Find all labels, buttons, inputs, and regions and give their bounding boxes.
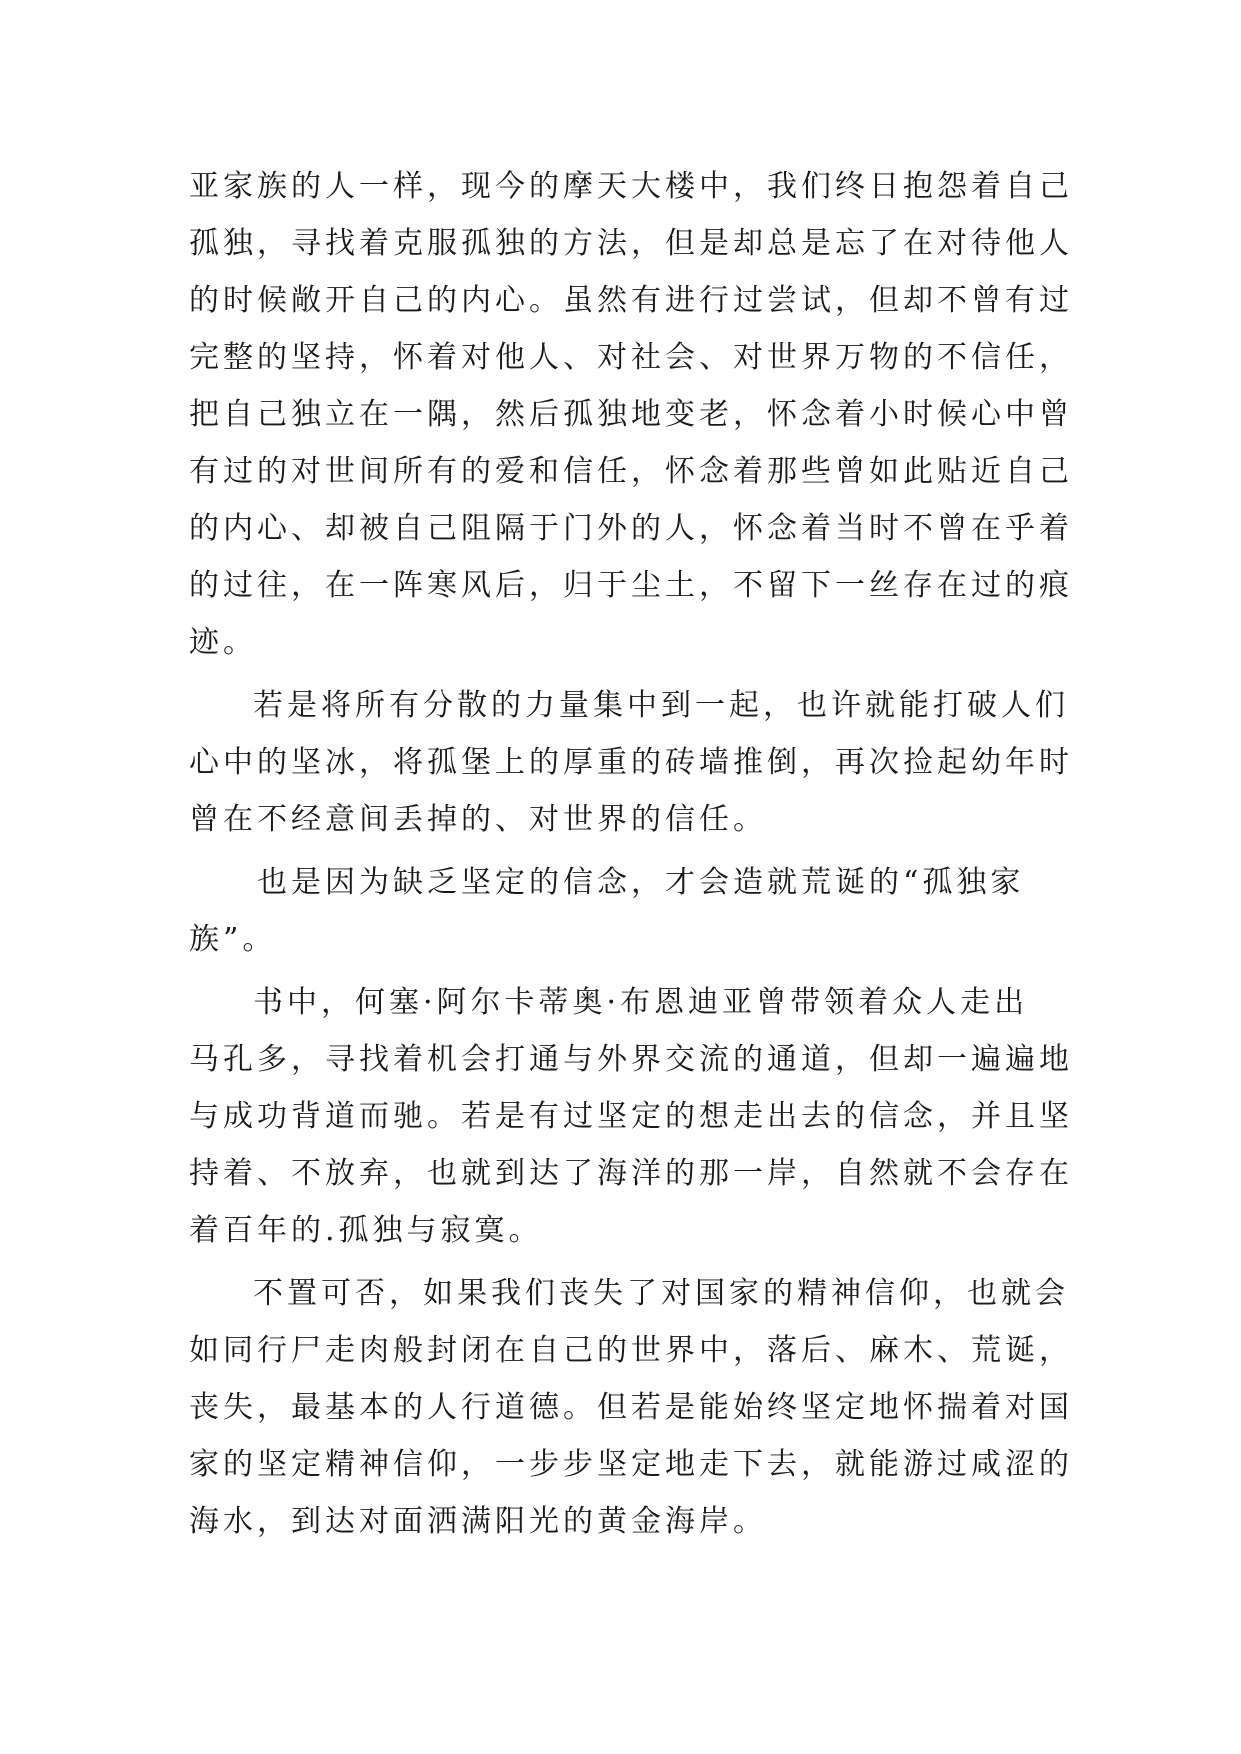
text-line: 孤独，寻找着克服孤独的方法，但是却总是忘了在对待他人 xyxy=(189,226,1073,261)
paragraph xyxy=(189,677,1073,848)
paragraph xyxy=(189,1265,1073,1550)
text-line: 亚家族的人一样，现今的摩天大楼中，我们终日抱怨着自己 xyxy=(189,169,1073,204)
text-line: 持着、不放弃，也就到达了海洋的那一岸，自然就不会存在 xyxy=(189,1156,1073,1191)
text-line: 如同行尸走肉般封闭在自己的世界中，落后、麻木、荒诞， xyxy=(189,1333,1073,1368)
text-line: 书中，何塞·阿尔卡蒂奥·布恩迪亚曾带领着众人走出 xyxy=(253,985,1029,1020)
text-line: 有过的对世间所有的爱和信任，怀念着那些曾如此贴近自己 xyxy=(189,454,1073,489)
text-line: 着百年的.孤独与寂寞。 xyxy=(189,1213,543,1248)
text-line: 族”。 xyxy=(189,922,277,957)
paragraph xyxy=(189,158,1073,671)
text-line: 也是因为缺乏坚定的信念，才会造就荒诞的“孤独家 xyxy=(257,865,1025,900)
text-line: 曾在不经意间丢掉的、对世界的信任。 xyxy=(189,802,767,837)
text-line: 的过往，在一阵寒风后，归于尘土，不留下一丝存在过的痕 xyxy=(189,568,1073,603)
paragraph xyxy=(189,854,1055,968)
text-line: 家的坚定精神信仰，一步步坚定地走下去，就能游过咸涩的 xyxy=(189,1447,1073,1482)
text-line: 海水，到达对面洒满阳光的黄金海岸。 xyxy=(189,1504,767,1539)
text-line: 丧失，最基本的人行道德。但若是能始终坚定地怀揣着对国 xyxy=(189,1390,1073,1425)
text-line: 若是将所有分散的力量集中到一起，也许就能打破人们 xyxy=(253,688,1069,723)
text-line: 完整的坚持，怀着对他人、对社会、对世界万物的不信任， xyxy=(189,340,1073,375)
text-line: 迹。 xyxy=(189,625,257,660)
text-line: 马孔多，寻找着机会打通与外界交流的通道，但却一遍遍地 xyxy=(189,1042,1073,1077)
text-line: 心中的坚冰，将孤堡上的厚重的砖墙推倒，再次捡起幼年时 xyxy=(189,745,1073,780)
text-line: 的时候敞开自己的内心。虽然有进行过尝试，但却不曾有过 xyxy=(189,283,1073,318)
text-line: 把自己独立在一隅，然后孤独地变老，怀念着小时候心中曾 xyxy=(189,397,1073,432)
body-text xyxy=(189,158,1073,1550)
text-line: 与成功背道而驰。若是有过坚定的想走出去的信念，并且坚 xyxy=(189,1099,1073,1134)
text-line: 不置可否，如果我们丧失了对国家的精神信仰，也就会 xyxy=(253,1276,1069,1311)
paragraph xyxy=(189,974,1073,1259)
text-line: 的内心、却被自己阻隔于门外的人，怀念着当时不曾在乎着 xyxy=(189,511,1073,546)
